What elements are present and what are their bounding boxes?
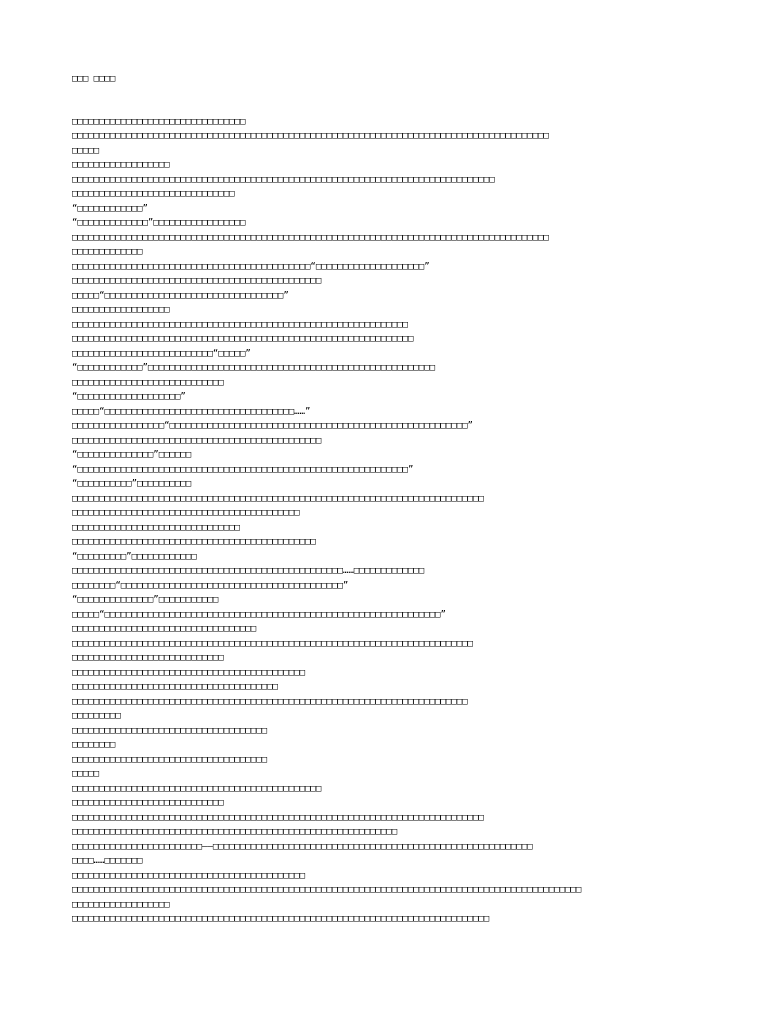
text-line: □□□□□□□□□□□□□□□□□□□□□□□□□□“□□□□□” — [72, 348, 251, 359]
text-line: □□□□□□□□□□□□□□□□□□ — [72, 160, 170, 170]
text-line: “□□□□□□□□□□□□□□”□□□□□□ — [72, 450, 192, 460]
text-line: □□□□□□□□□□□□□□□□□□□□□□□□□□□□□□□□□□□□□□□□□□□□□□□□□□□□□□□□□□□□□□□□□□□□□□□□□□ — [72, 638, 473, 649]
text-line: □□□□□□□□□ — [72, 711, 121, 721]
text-line: □□□□□□□□□□□□□□□□□□□□□□□□□□□□ — [72, 798, 224, 808]
text-line: □□□□□□□□□□□□□□□□□□□□□□□□□□□□□□□□□□□□□□□□□□□□□□□□□□□□□□□□□□□□□□□□□□□□□□□□□□□□ — [72, 812, 484, 823]
text-line: “□□□□□□□□□□□□□□□□□□□” — [72, 392, 186, 402]
text-line: □□□□□□□□□□□□□□□□□□□□□□□□□□□□□□□□□□□□□□□□□□□□□ — [72, 537, 316, 547]
text-line: □□□□□□□□□□□□□□□□□□□□□□□□□□□□□□□□□□□□□□□□□□□□□□ — [72, 783, 322, 794]
text-line: “□□□□□□□□□□□□” — [72, 203, 148, 214]
text-line: □□□□□□□□□□□□□□□□□□□□□□□□□□□□□□□□□□□□□□□□□□□□□□□□□□□□□□□□□□□□□□□□□□□□□□□□□□□□ — [72, 493, 484, 504]
text-line: “□□□□□□□□□□□□□”□□□□□□□□□□□□□□□□□ — [72, 218, 246, 228]
text-line: □□□□□□□□□□□□□□□□□□ — [72, 899, 170, 910]
text-line: □□□□□“□□□□□□□□□□□□□□□□□□□□□□□□□□□□□□□□□□□□□□□□□□□□□□□□□□□□□□□□□□□□□□” — [72, 609, 446, 620]
text-line: “□□□□□□□□□”□□□□□□□□□□□□ — [72, 551, 197, 562]
text-line: □□□□□□□□□□□□□□□□□□□□□□□□□□□□□□□□□□□□□□ — [72, 682, 278, 692]
document-title: □□□ □□□□ — [72, 74, 116, 84]
text-line: □□□□□□□□□□□□□□□□□□□□□□□□□□□□□□□□□□□□ — [72, 725, 268, 736]
text-line: □□□□□□□□□□□□□□□□□□□□□□□□□□□□ — [72, 377, 224, 388]
text-line: □□□□□□□□“□□□□□□□□□□□□□□□□□□□□□□□□□□□□□□□□□□□□□□□□□” — [72, 580, 349, 591]
text-line: □□□□□□□□□□□□□□□□□□□□□□□□□□□□□□□□□□□□□□□□□□□□□□□□□□□□□□□□□□□□□□□□□□□□□□□□□□□□□□□□□□□□□□□□ — [72, 131, 549, 141]
text-line: □□□□□“□□□□□□□□□□□□□□□□□□□□□□□□□□□□□□□□□□□……” — [72, 406, 311, 417]
text-line: □□□□□□□□□□□□□□□□□□□□□□□□□□□□□□ — [72, 189, 235, 199]
text-line: □□□□□□□□□□□□□□□□□□□□□□□□□□□□□□□□□□ — [72, 624, 257, 634]
text-line: □□□□□□□□□□□□□□□□□□□□□□□□□□□□□□□□□□□□□□□□□□□□□□ — [72, 276, 322, 286]
text-line: □□□□□□□□ — [72, 740, 116, 750]
text-line: □□□□□□□□□□□□□□□□□□□□□□□□□□□□□□□□□□□□□□□□□□□□□□□□□□□□□□□□□□□□□□□□□□□□□□□□□□□□□□ — [72, 174, 495, 185]
text-line: □□□□□□□□□□□□□□□□□□□□□□□□□□□□□□□□□□□□□□□□□□ — [72, 508, 300, 518]
text-line: □□□□□□□□□□□□□□□□□□□□□□□□□□□□□□□□□□□□□□□□□□□□□□□□□□□□□□□□□□□□□□□□□□□□□□□□□□□□□□□□□□□□□□□□□□□□□□ — [72, 885, 582, 895]
text-line: □□□□□□□□□□□□□□□□□□□□□□□□□□□□□□□□□□□□□□□□□□□ — [72, 870, 305, 881]
document-page — [72, 72, 712, 927]
text-line: “□□□□□□□□□□□□□□”□□□□□□□□□□□ — [72, 595, 219, 605]
text-line: “□□□□□□□□□□□□”□□□□□□□□□□□□□□□□□□□□□□□□□□□□□□□□□□□□□□□□□□□□□□□□□□□□□ — [72, 363, 436, 373]
text-line: □□□□□□□□□□□□□□□□□□□□□□□□□□□□□□□ — [72, 522, 240, 533]
text-line: □□□□□□□□□□□□□□□□□□□□□□□□□□□□□□□□□□□□□□□□□□□□□□□□□□□□□□□□□□□□□□□□□□□□□□□□□□□□□□□□□□□□□□□□ — [72, 232, 549, 243]
text-line: □□□□□□□□□□□□□□□□□□□□□□□□□□□□□□□□□□□□□□□□□□□□□□□□□□□□□□□□□□□□ — [72, 827, 398, 837]
text-line: □□□□□□□□□□□□□□□□□□ — [72, 305, 170, 315]
text-line: □□□□□□□□□□□□□□□□□□□□□□□□□□□□□□□□□□□□□□□□□□□□□□□□□□□□□□□□□□□□□□ — [72, 319, 408, 330]
text-line: □□□□□□□□□□□□□□□□□“□□□□□□□□□□□□□□□□□□□□□□□□□□□□□□□□□□□□□□□□□□□□□□□□□□□□□□□” — [72, 421, 473, 431]
text-line: □□□□□□□□□□□□□□□□□□□□□□□□□□□□□□□□□□□□□□□□□□□□□□□□□□□□□□□□□□□□□□□□□□□□□□□□□□□□□ — [72, 914, 490, 924]
text-line: “□□□□□□□□□□”□□□□□□□□□□ — [72, 479, 192, 489]
text-line: “□□□□□□□□□□□□□□□□□□□□□□□□□□□□□□□□□□□□□□□□□□□□□□□□□□□□□□□□□□□□□” — [72, 464, 414, 475]
text-line: □□□□□□□□□□□□□□□□□□□□□□□□——□□□□□□□□□□□□□□□□□□□□□□□□□□□□□□□□□□□□□□□□□□□□□□□□□□□□□□□□□□□ — [72, 841, 533, 852]
text-line: □□□□□□□□□□□□□□□□□□□□□□□□□□□□□□□□□□□□□□□□□□□□□□□□□□□□□□□□□□□□□□□ — [72, 334, 414, 344]
text-line: □□□□□□□□□□□□□□□□□□□□□□□□□□□□□□□□□□□□□□□□□□□ — [72, 667, 305, 678]
text-line: □□□□□“□□□□□□□□□□□□□□□□□□□□□□□□□□□□□□□□□” — [72, 290, 289, 301]
text-line: □□□□□□□□□□□□□□□□□□□□□□□□□□□□□□□□ — [72, 116, 246, 127]
document-body — [72, 115, 712, 927]
text-line: □□□□□□□□□□□□□□□□□□□□□□□□□□□□□□□□□□□□□□□□□□□□□□ — [72, 435, 322, 446]
text-line: □□□□……□□□□□□□ — [72, 856, 143, 866]
text-line: □□□□□□□□□□□□□□□□□□□□□□□□□□□□□□□□□□□□□□□□□□□□□□□□□□□□□□□□□□□□□□□□□□□□□□□□□ — [72, 696, 468, 707]
text-line: □□□□□ — [72, 769, 100, 779]
text-line: □□□□□□□□□□□□□□□□□□□□□□□□□□□□□□□□□□□□ — [72, 754, 268, 765]
text-line: □□□□□□□□□□□□□□□□□□□□□□□□□□□□ — [72, 653, 224, 663]
text-line: □□□□□□□□□□□□□□□□□□□□□□□□□□□□□□□□□□□□□□□□□□□□“□□□□□□□□□□□□□□□□□□□□” — [72, 261, 430, 272]
text-line: □□□□□□□□□□□□□ — [72, 247, 143, 257]
text-line: □□□□□ — [72, 145, 100, 156]
text-line: □□□□□□□□□□□□□□□□□□□□□□□□□□□□□□□□□□□□□□□□□□□□□□□□□□……□□□□□□□□□□□□□ — [72, 566, 425, 576]
